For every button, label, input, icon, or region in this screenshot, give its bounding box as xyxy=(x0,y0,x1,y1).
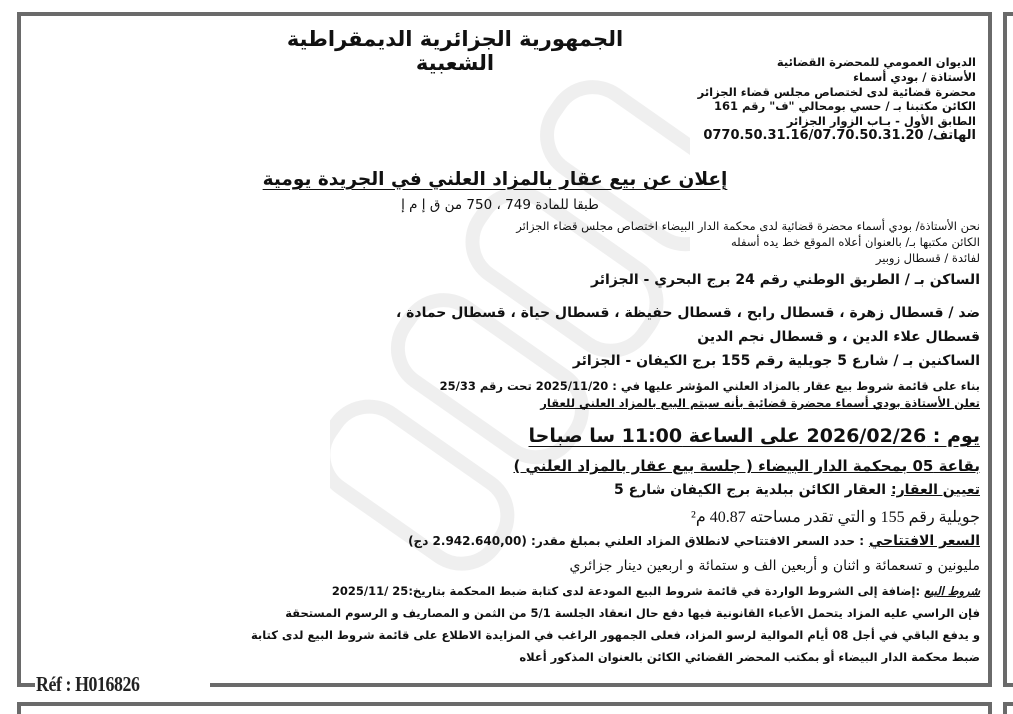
paragraph-line: ضد / قسطال زهرة ، قسطال رابح ، قسطال حفيظة ، قسطال حياة ، قسطال حمادة ، xyxy=(395,305,980,321)
paragraph-line: الكائن مكتبها بـ/ بالعنوان أعلاه الموقع خط يده أسفله xyxy=(730,235,980,249)
auction-hall-line: بقاعة 05 بمحكمة الدار البيضاء ( جلسة بيع عقار بالمزاد العلني ) xyxy=(513,457,980,475)
paragraph-line: نحن الأستاذة/ بودي أسماء محضرة قضائية لدى محكمة الدار البيضاء اختصاص مجلس قضاء الجزائر xyxy=(516,219,980,233)
office-line: الديوان العمومي للمحضرة القضائية xyxy=(776,55,976,69)
paragraph-line: بناء على قائمة شروط بيع عقار بالمزاد العلني المؤشر عليها في : 2025/11/20 تحت رقم 25/33 xyxy=(439,379,980,393)
property-text: العقار الكائن ببلدية برج الكيفان شارع 5 xyxy=(614,482,887,498)
office-line: الأستاذة / بودي أسماء xyxy=(853,69,976,84)
bailiff-office-block xyxy=(548,55,976,144)
conditions-line: فإن الراسي عليه المزاد يتحمل الأعباء القانونية فيها دفع حال انعقاد الجلسة 5/1 من الثمن و المصاريف و الرسوم المستحقة xyxy=(285,606,980,620)
conditions-line: و يدفع الباقي في أجل 08 أيام الموالية لرسو المزاد، فعلى الجمهور الراغب في المزايدة الاطلاع على قائمة شروط البيع لدى كتابة xyxy=(250,628,980,642)
reference-number: Réf : H016826 xyxy=(36,672,140,696)
property-label: تعيين العقار: xyxy=(890,482,980,498)
notice-subtitle: طبقا للمادة 749 ، 750 من ق إ م إ xyxy=(401,197,599,213)
conditions-line xyxy=(332,584,980,598)
price-label: السعر الافتتاحي xyxy=(868,533,980,549)
auction-date-line: يوم : 2026/02/26 على الساعة 11:00 سا صباحا xyxy=(528,425,980,447)
paragraph-line: الساكنين بـ / شارع 5 جويلية رقم 155 برج الكيفان - الجزائر xyxy=(572,353,980,369)
paragraph-line: لفائدة / قسطال زوبير xyxy=(875,251,980,265)
conditions-line: ضبط محكمة الدار البيضاء أو بمكتب المحضر القضائي الكائن بالعنوان المذكور أعلاه xyxy=(519,650,980,664)
office-line: محضرة قضائية لدى لختصاص مجلس قضاء الجزائر xyxy=(697,84,976,99)
notice-title: إعلان عن بيع عقار بالمزاد العلني في الجريدة يومية xyxy=(262,169,728,190)
office-line: الكائن مكتبنا بـ / حسي بومحالي "ف" رقم 161 xyxy=(714,99,976,114)
adjacent-notice-frame xyxy=(1003,12,1013,687)
conditions-text: :إضافة إلى الشروط الواردة في قائمة شروط البيع المودعة لدى كتابة ضبط المحكمة بتاريخ:25 /2025/11 xyxy=(331,584,921,598)
paragraph-line: تعلن الأستاذة بودي أسماء محضرة قضائية بأنه سيتم البيع بالمزاد العلني للعقار xyxy=(540,396,980,410)
frame-border xyxy=(17,683,35,687)
property-area-line: جويلية رقم 155 و التي تقدر مساحته 40.87 م² xyxy=(691,509,980,526)
next-notice-frame xyxy=(17,702,992,714)
paragraph-line: قسطال علاء الدين ، و قسطال نجم الدين xyxy=(697,329,980,345)
property-line xyxy=(614,482,980,498)
conditions-label: شروط البيع xyxy=(924,584,980,598)
price-text: : حدد السعر الافتتاحي لانطلاق المزاد العلني بمبلغ مقدر: (2.942.640,00 دج) xyxy=(408,534,864,548)
republic-heading: الجمهورية الجزائرية الديمقراطية الشعبية xyxy=(286,27,624,75)
adjacent-notice-frame xyxy=(1003,702,1013,714)
frame-border xyxy=(210,683,992,687)
office-phone: الهاتف/ 0770.50.31.16/07.70.50.31.20 xyxy=(703,127,976,143)
price-line xyxy=(408,533,980,549)
office-line: الطابق الأول - بـاب الزوار الجزائر xyxy=(786,114,976,129)
paragraph-line: الساكن بـ / الطريق الوطني رقم 24 برج البحري - الجزائر xyxy=(591,272,980,288)
price-words-line: مليونين و تسعمائة و اثنان و أربعين الف و ستمائة و اربعين دينار جزائري xyxy=(569,558,980,574)
